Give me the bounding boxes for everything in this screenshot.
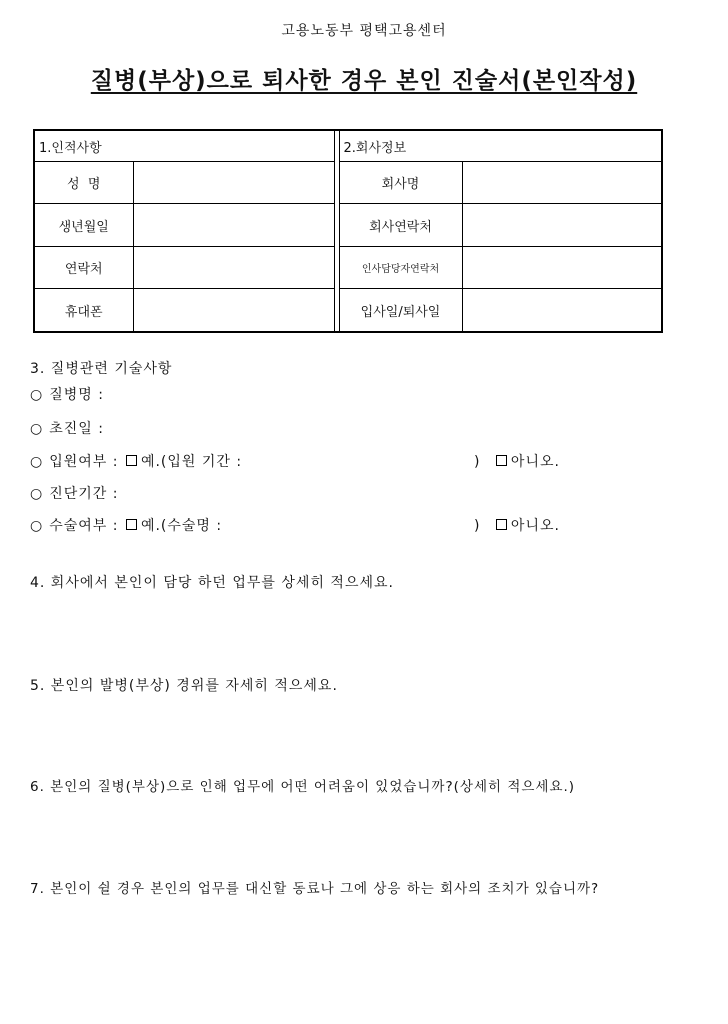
question-5: 5. 본인의 발병(부상) 경위를 자세히 적으세요.: [30, 678, 338, 694]
hospitalization-no-checkbox[interactable]: [496, 455, 507, 466]
mobile-field[interactable]: [133, 289, 334, 332]
circle-bullet-icon: ○: [30, 387, 44, 403]
circle-bullet-icon: ○: [30, 518, 44, 534]
hospitalization-label: 입원여부 :: [49, 454, 119, 470]
question-4: 4. 회사에서 본인이 담당 하던 업무를 상세히 적으세요.: [30, 575, 394, 591]
surgery-no-group: [474, 515, 560, 535]
label-contact: 연락처: [34, 246, 133, 288]
company-name-field[interactable]: [462, 162, 662, 204]
surgery-no-label: 아니오.: [510, 518, 560, 534]
first-visit-label: 초진일 :: [49, 421, 104, 437]
disease-label: 질병명 :: [49, 387, 104, 403]
organization-name: 고용노동부 평택고용센터: [281, 23, 447, 39]
label-birthdate: 생년월일: [34, 204, 133, 246]
contact-field[interactable]: [133, 246, 334, 288]
join-leave-date-field[interactable]: [462, 289, 662, 332]
birthdate-field[interactable]: [133, 204, 334, 246]
surgery-label: 수술여부 :: [49, 518, 119, 534]
info-table: [33, 129, 663, 333]
circle-bullet-icon: ○: [30, 454, 44, 470]
close-paren: ): [474, 454, 481, 470]
label-company-name: 회사명: [339, 162, 462, 204]
hospitalization-yes-label: 예.(입원 기간 :: [140, 454, 243, 470]
circle-bullet-icon: ○: [30, 486, 44, 502]
label-name: 성 명: [34, 162, 133, 204]
name-field[interactable]: [133, 162, 334, 204]
disease-row: [30, 384, 104, 404]
surgery-row: [30, 515, 222, 535]
close-paren: ): [474, 518, 481, 534]
hospitalization-row: [30, 451, 242, 471]
circle-bullet-icon: ○: [30, 421, 44, 437]
question-6: 6. 본인의 질병(부상)으로 인해 업무에 어떤 어려움이 있었습니까?(상세히 적으세요.): [30, 779, 576, 795]
section-company-heading: 2.회사정보: [339, 130, 662, 162]
hr-contact-field[interactable]: [462, 246, 662, 288]
page-title: 질병(부상)으로 퇴사한 경우 본인 진술서(본인작성): [90, 68, 638, 94]
label-company-contact: 회사연락처: [339, 204, 462, 246]
question-7: 7. 본인이 쉴 경우 본인의 업무를 대신할 동료나 그에 상응 하는 회사의 조치가 있습니까?: [30, 881, 600, 897]
first-visit-row: [30, 418, 104, 438]
hospitalization-yes-checkbox[interactable]: [126, 455, 137, 466]
label-join-leave-date: 입사일/퇴사일: [339, 289, 462, 332]
surgery-no-checkbox[interactable]: [496, 519, 507, 530]
surgery-yes-checkbox[interactable]: [126, 519, 137, 530]
section3-heading: 3. 질병관련 기술사항: [30, 361, 173, 377]
hospitalization-no-label: 아니오.: [510, 454, 560, 470]
hospitalization-no-group: [474, 451, 560, 471]
treatment-period-label: 진단기간 :: [49, 486, 119, 502]
treatment-period-row: [30, 483, 118, 503]
company-contact-field[interactable]: [462, 204, 662, 246]
label-mobile: 휴대폰: [34, 289, 133, 332]
surgery-yes-label: 예.(수술명 :: [140, 518, 223, 534]
section-personal-heading: 1.인적사항: [34, 130, 334, 162]
label-hr-contact: 인사담당자연락처: [339, 246, 462, 288]
